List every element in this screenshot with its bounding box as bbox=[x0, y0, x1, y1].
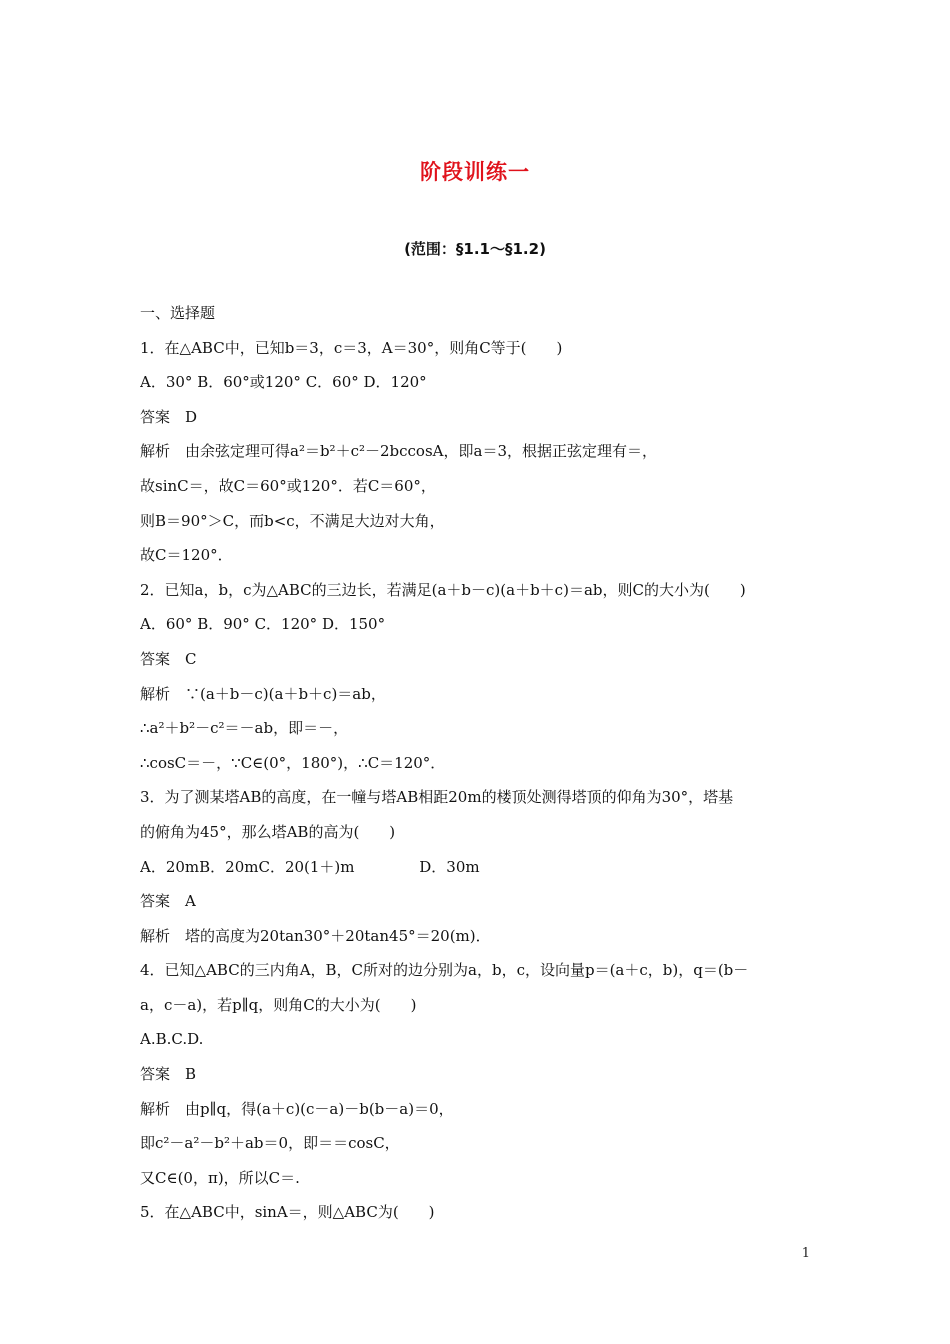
question-4: 4．已知△ABC的三内角A，B，C所对的边分别为a，b，c，设向量p＝(a＋c，b)，q＝(b－ bbox=[140, 961, 749, 980]
question-1-solution-line: 则B＝90°＞C，而b<c，不满足大边对大角， bbox=[140, 511, 445, 530]
question-3: 3．为了测某塔AB的高度，在一幢与塔AB相距20m的楼顶处测得塔顶的仰角为30°，塔基 bbox=[140, 788, 734, 807]
question-2-solution-line: ∴a²＋b²－c²＝－ab，即＝－， bbox=[140, 719, 349, 738]
question-4-answer: 答案 B bbox=[140, 1065, 197, 1084]
question-3-answer: 答案 A bbox=[140, 892, 196, 911]
question-5: 5．在△ABC中，sinA＝，则△ABC为( ) bbox=[140, 1203, 435, 1222]
question-1: 1．在△ABC中，已知b＝3，c＝3，A＝30°，则角C等于( ) bbox=[140, 338, 563, 357]
question-4-solution-line: 解析 由p∥q，得(a＋c)(c－a)－b(b－a)＝0， bbox=[140, 1099, 454, 1118]
question-2-solution-line: ∴cosC＝－，∵C∈(0°，180°)，∴C＝120°． bbox=[140, 753, 446, 772]
question-4-options: A.B.C.D. bbox=[140, 1030, 204, 1049]
section-heading: 一、选择题 bbox=[140, 304, 216, 322]
question-4-solution-line: 即c²－a²－b²＋ab＝0，即＝＝cosC， bbox=[140, 1134, 400, 1153]
question-2: 2．已知a，b，c为△ABC的三边长，若满足(a＋b－c)(a＋b＋c)＝ab，则C的大小为( ) bbox=[140, 580, 746, 599]
question-3-solution-line: 解析 塔的高度为20tan30°＋20tan45°＝20(m)． bbox=[140, 926, 491, 945]
question-2-answer: 答案 C bbox=[140, 649, 197, 668]
body-text bbox=[140, 296, 820, 1230]
question-1-options: A．30° B．60°或120° C．60° D．120° bbox=[140, 373, 427, 392]
question-4-solution-line: 又C∈(0，π)，所以C＝. bbox=[140, 1168, 300, 1187]
question-3-continued: 的俯角为45°，那么塔AB的高为( ) bbox=[140, 822, 396, 841]
question-4-continued: a，c－a)，若p∥q，则角C的大小为( ) bbox=[140, 995, 417, 1014]
question-3-options: A．20mB．20mC．20(1＋)m D．30m bbox=[140, 857, 480, 876]
page-title: 阶段训练一 bbox=[420, 160, 530, 184]
page-subtitle: (范围：§1.1～§1.2) bbox=[404, 240, 546, 258]
question-1-solution-line: 故sinC＝，故C＝60°或120°．若C＝60°， bbox=[140, 476, 436, 495]
page-number: 1 bbox=[801, 1246, 810, 1261]
question-1-answer: 答案 D bbox=[140, 407, 198, 426]
question-2-solution-line: 解析 ∵(a＋b－c)(a＋b＋c)＝ab， bbox=[140, 684, 386, 703]
question-1-solution-line: 故C＝120°． bbox=[140, 546, 233, 565]
question-2-options: A．60° B．90° C．120° D．150° bbox=[140, 615, 386, 634]
question-1-solution-line: 解析 由余弦定理可得a²＝b²＋c²－2bccosA，即a＝3，根据正弦定理有＝， bbox=[140, 442, 657, 461]
